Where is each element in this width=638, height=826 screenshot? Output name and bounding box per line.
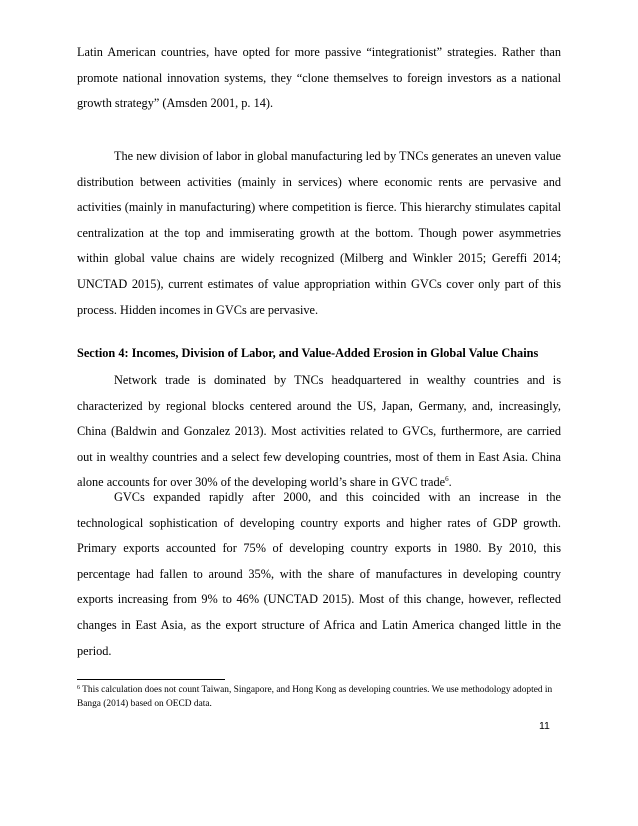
section-heading: Section 4: Incomes, Division of Labor, and Value-Added Erosion in Global Value Chains <box>77 346 539 360</box>
footnote-number: 6 <box>77 685 80 691</box>
footnote-text: This calculation does not count Taiwan, Singapore, and Hong Kong as developing countries. We use methodology adopted in Banga (2014) based on OECD data. <box>77 685 553 709</box>
footnote-reference[interactable]: 6 <box>445 475 449 484</box>
paragraph-latin-american: Latin American countries, have opted for more passive “integrationist” strategies. Rather than promote national innovation systems, they “clone themselves to foreign investors as a national growth strategy” (Amsden 2001, p. 14). <box>77 45 561 111</box>
paragraph-network-trade <box>77 368 561 496</box>
footnote-divider <box>77 679 225 680</box>
page-number: 11 <box>539 720 550 732</box>
paragraph-gvc-expansion: GVCs expanded rapidly after 2000, and this coincided with an increase in the technological sophistication of developing country exports and higher rates of GDP growth. Primary exports accounted for 75% of developing country exports in 1980. By 2010, this percentage had fallen to around 35%, with the share of manufactures in developing country exports increasing from 9% to 46% (UNCTAD 2015). Most of this change, however, reflected changes in East Asia, as the export structure of Africa and Latin America changed little in the period. <box>77 490 561 658</box>
paragraph-network-trade-text: Network trade is dominated by TNCs headquartered in wealthy countries and is characterized by regional blocks centered around the US, Japan, Germany, and, increasingly, China (Baldwin and Gonzalez 2013). Most activities related to GVCs, furthermore, are carried out in wealthy countries and a select few developing countries, most of them in East Asia. China alone accounts for over 30% of the developing world’s share in GVC trade <box>77 373 561 490</box>
paragraph-network-trade-end: . <box>448 475 452 490</box>
paragraph-division-of-labor: The new division of labor in global manufacturing led by TNCs generates an uneven value distribution between activities (mainly in services) where economic rents are pervasive and activities (mainly in manufacturing) where competition is fierce. This hierarchy stimulates capital centralization at the top and immiserating growth at the bottom. Though power asymmetries within global value chains are widely recognized (Milberg and Winkler 2015; Gereffi 2014; UNCTAD 2015), current estimates of value appropriation within GVCs cover only part of this process. Hidden incomes in GVCs are pervasive. <box>77 149 561 317</box>
footnote <box>77 684 561 712</box>
